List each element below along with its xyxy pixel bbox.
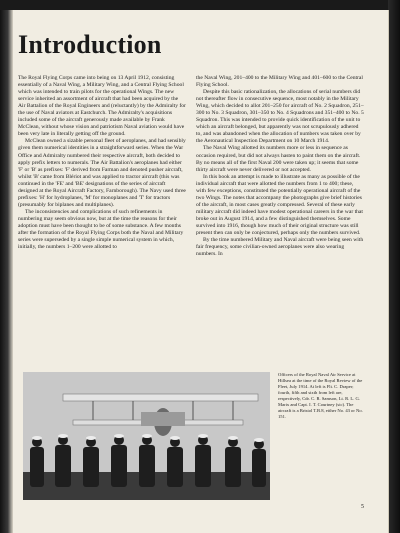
paragraph: the Naval Wing, 201–400 to the Military Wing and 401–600 to the Central Flying School. — [196, 75, 363, 89]
paragraph: Despite this basic rationalization, the allocations of serial numbers did not thereafter flow in consecutive sequence, most notably in the Military Wing, which decided to allot 201–250 for aircraft of No. 2 Squadron, 251–300 to No. 3 Squadron, 301–350 to No. 4 Squadrons and 351–400 to No. 5 Squadron. This was intended to provide quick identification of the unit to which an aircraft belonged, but apparently was not scrupulously adhered to, and was abandoned when the allocation of numbers was taken over by the Aeronautical Inspection Department on 10 March 1914. — [196, 89, 364, 145]
paragraph: The Naval Wing allotted its numbers more or less in sequence as occasion required, but did not always hasten to paint them on the aircraft. By no means all of the first Naval 200 were taken up; it seems that some thirty aircraft were never delivered or not accepted. — [196, 145, 361, 173]
paragraph: In this book an attempt is made to illustrate as many as possible of the individual aircraft that were allotted the numbers from 1 to 400; these, with few exceptions, constituted the potentially operational aircraft of the two Wings. The notes that accompany the photographs give brief histories of the aircraft, in most cases greatly compressed. Several of these early military aircraft did indeed have modest operational careers in the war that broke out in August 1914, and a few distinguished themselves. Some survived into 1916, though how much of their original structure was still present then can only be conjectured, perhaps only the numbers survived. — [196, 173, 363, 237]
photo-caption: Officers of the Royal Naval Air Service at Hillsea at the time of the Royal Review of the Fleet, July 1914. At left is Flt. C. Draper; fourth, fifth and sixth from left are, respectively, Cdr. C. R. Samson, Lt. R. L. G. Marix and Capt. I. T. Courtney (sic). The aircraft is a Bristol T.B.8, either No. 43 or No. 151. — [278, 372, 363, 419]
historical-photo — [23, 372, 270, 500]
right-text-column — [196, 75, 364, 258]
paragraph: McClean owned a sizable personal fleet of aeroplanes, and had sensibly given them numerical identities in a straightforward series. When the War Office and Admiralty numbered their respective aircraft, both decided to apply prefix letters to numerals. The Air Battalion's aeroplanes had either 'F' or 'B' as prefixes: 'F' derived from Farman and denoted pusher aircraft, whilst 'B' came from Blériot and was applied to tractor aircraft (this was continued in the 'FE' and 'BE' designations of the series of aircraft designed at the Royal Aircraft Factory, Farnborough). The Navy used three prefixes: 'H' for hydroplanes, 'M' for monoplanes and 'T' for tractors (presumably for biplanes and multiplanes). — [18, 138, 186, 208]
paragraph: By the time numbered Military and Naval aircraft were being seen with fair frequency, some civilian-owned aeroplanes were also wearing numbers. In — [196, 237, 364, 258]
left-text-column — [18, 75, 186, 251]
page-number: 5 — [361, 504, 364, 510]
paragraph: The inconsistencies and complications of such refinements in numbering may seem obvious now, but at the time the reasons for their adoption must have been thought to be of some substance. A few months after the formation of the Royal Flying Corps both the Naval and Military series were superseded by a single simple numerical system in which, initially, the numbers 1–200 were allotted to — [18, 208, 184, 251]
paragraph: The Royal Flying Corps came into being on 13 April 1912, consisting essentially of a Naval Wing, a Military Wing, and a Central Flying School which was intended to train pilots for the operational Wings. The new service inherited an assortment of aircraft that had been acquired by the Air Battalion of the Royal Engineers and (reluctantly) by the Admiralty for the use of Naval aviators at Eastchurch. The Admiralty's acquisitions included some of the aircraft generously made available by Frank McClean, without whose vision and patriotism Naval aviation would have been very late in literally getting off the ground. — [18, 75, 186, 138]
book-spine-shadow — [0, 10, 13, 533]
page-title: Introduction — [18, 30, 162, 59]
book-edge — [388, 0, 400, 533]
officers-and-aircraft-illustration — [23, 372, 270, 500]
